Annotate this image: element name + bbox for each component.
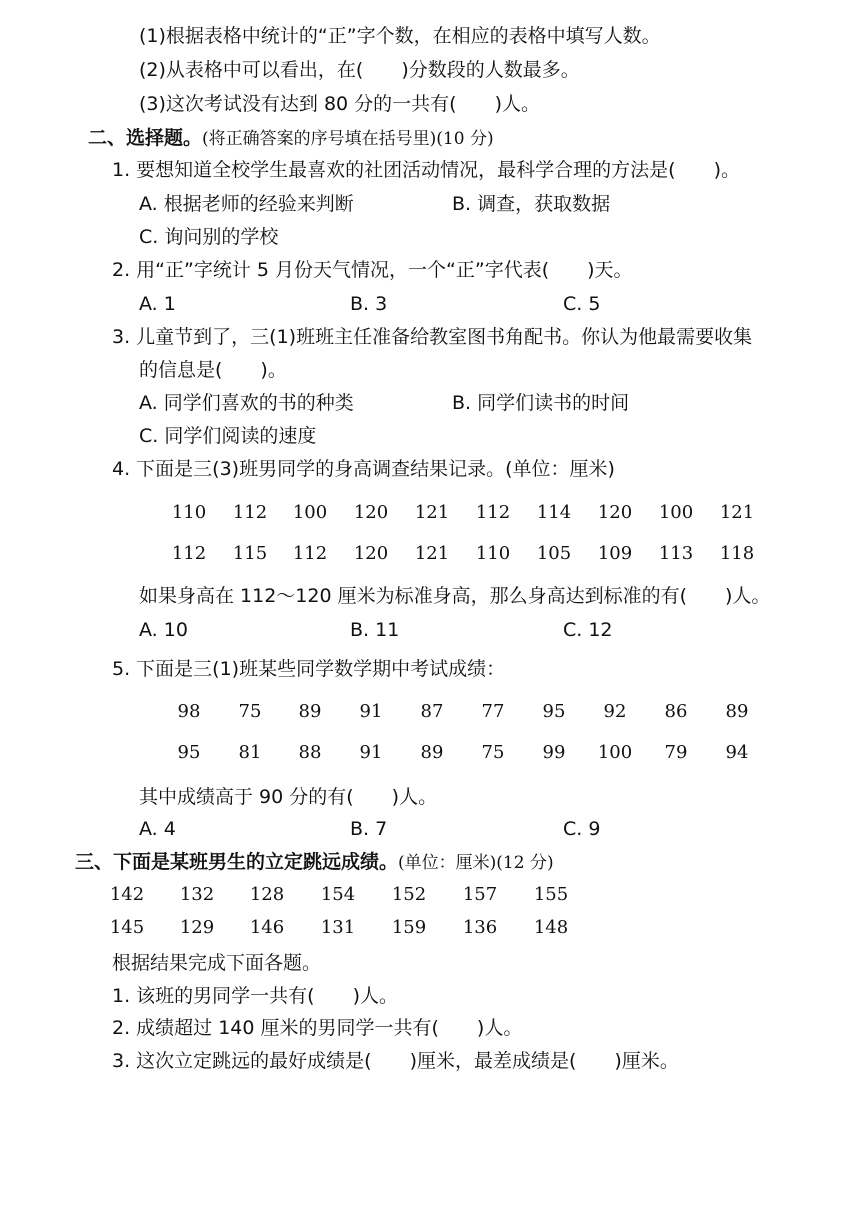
data-cell: 77 — [481, 701, 505, 722]
data-cell: 75 — [238, 701, 262, 722]
section2-title: 二、选择题。 — [88, 127, 203, 149]
q2-option-a: A. 1 — [139, 293, 176, 315]
data-cell: 99 — [542, 742, 566, 763]
data-cell: 113 — [658, 543, 694, 564]
q5-option-c: C. 9 — [563, 818, 601, 840]
data-cell: 94 — [725, 742, 749, 763]
data-cell: 79 — [664, 742, 688, 763]
data-cell: 152 — [391, 884, 427, 905]
data-cell: 81 — [238, 742, 262, 763]
section3-question-1: 1. 该班的男同学一共有( )人。 — [112, 985, 398, 1007]
data-cell: 136 — [462, 917, 498, 938]
part1-question-2: (2)从表格中可以看出，在( )分数段的人数最多。 — [139, 59, 580, 81]
q2-stem: 2. 用“正”字统计 5 月份天气情况，一个“正”字代表( )天。 — [112, 259, 633, 281]
data-cell: 95 — [542, 701, 566, 722]
q4-stem: 4. 下面是三(3)班男同学的身高调查结果记录。(单位：厘米) — [112, 458, 615, 480]
data-cell: 91 — [359, 701, 383, 722]
section3-question-3: 3. 这次立定跳远的最好成绩是( )厘米，最差成绩是( )厘米。 — [112, 1050, 679, 1072]
section2-heading — [88, 126, 494, 151]
data-cell: 98 — [177, 701, 201, 722]
q3-option-c: C. 同学们阅读的速度 — [139, 425, 317, 447]
q4-option-b: B. 11 — [350, 619, 400, 641]
data-cell: 112 — [232, 502, 268, 523]
data-cell: 100 — [597, 742, 633, 763]
q5-question: 其中成绩高于 90 分的有( )人。 — [139, 786, 438, 808]
q1-option-c: C. 询问别的学校 — [139, 226, 279, 248]
q5-option-a: A. 4 — [139, 818, 176, 840]
data-cell: 120 — [597, 502, 633, 523]
q5-stem: 5. 下面是三(1)班某些同学数学期中考试成绩： — [112, 658, 506, 680]
data-cell: 154 — [320, 884, 356, 905]
data-cell: 114 — [536, 502, 572, 523]
data-cell: 110 — [171, 502, 207, 523]
q3-stem-line1: 3. 儿童节到了，三(1)班班主任准备给教室图书角配书。你认为他最需要收集 — [112, 326, 753, 348]
data-cell: 157 — [462, 884, 498, 905]
data-cell: 105 — [536, 543, 572, 564]
data-cell: 159 — [391, 917, 427, 938]
q1-stem: 1. 要想知道全校学生最喜欢的社团活动情况，最科学合理的方法是( )。 — [112, 159, 740, 181]
data-cell: 155 — [533, 884, 569, 905]
data-cell: 145 — [109, 917, 145, 938]
q4-option-c: C. 12 — [563, 619, 613, 641]
section3-note: (单位：厘米)(12 分) — [398, 853, 554, 873]
q3-option-b: B. 同学们读书的时间 — [452, 392, 630, 414]
data-cell: 121 — [414, 502, 450, 523]
data-cell: 100 — [658, 502, 694, 523]
data-cell: 120 — [353, 502, 389, 523]
data-cell: 100 — [292, 502, 328, 523]
section2-note: (将正确答案的序号填在括号里)(10 分) — [202, 129, 494, 149]
data-cell: 118 — [719, 543, 755, 564]
data-cell: 89 — [420, 742, 444, 763]
data-cell: 121 — [414, 543, 450, 564]
data-cell: 128 — [249, 884, 285, 905]
part1-question-1: (1)根据表格中统计的“正”字个数，在相应的表格中填写人数。 — [139, 25, 661, 47]
data-cell: 95 — [177, 742, 201, 763]
data-cell: 131 — [320, 917, 356, 938]
data-cell: 109 — [597, 543, 633, 564]
section3-intro: 根据结果完成下面各题。 — [112, 952, 322, 974]
q1-option-a: A. 根据老师的经验来判断 — [139, 193, 354, 215]
data-cell: 92 — [603, 701, 627, 722]
data-cell: 142 — [109, 884, 145, 905]
q4-option-a: A. 10 — [139, 619, 188, 641]
data-cell: 87 — [420, 701, 444, 722]
q2-option-b: B. 3 — [350, 293, 388, 315]
q5-option-b: B. 7 — [350, 818, 388, 840]
data-cell: 112 — [292, 543, 328, 564]
data-cell: 110 — [475, 543, 511, 564]
q3-stem-line2: 的信息是( )。 — [139, 359, 287, 381]
data-cell: 121 — [719, 502, 755, 523]
q1-option-b: B. 调查，获取数据 — [452, 193, 611, 215]
data-cell: 86 — [664, 701, 688, 722]
q4-question: 如果身高在 112～120 厘米为标准身高，那么身高达到标准的有( )人。 — [139, 585, 771, 607]
data-cell: 120 — [353, 543, 389, 564]
section3-heading — [75, 850, 554, 875]
data-cell: 115 — [232, 543, 268, 564]
q2-option-c: C. 5 — [563, 293, 601, 315]
data-cell: 129 — [179, 917, 215, 938]
data-cell: 112 — [171, 543, 207, 564]
q3-option-a: A. 同学们喜欢的书的种类 — [139, 392, 354, 414]
data-cell: 91 — [359, 742, 383, 763]
data-cell: 88 — [298, 742, 322, 763]
part1-question-3: (3)这次考试没有达到 80 分的一共有( )人。 — [139, 93, 540, 115]
data-cell: 112 — [475, 502, 511, 523]
data-cell: 89 — [298, 701, 322, 722]
data-cell: 132 — [179, 884, 215, 905]
data-cell: 146 — [249, 917, 285, 938]
data-cell: 89 — [725, 701, 749, 722]
data-cell: 148 — [533, 917, 569, 938]
section3-title: 三、下面是某班男生的立定跳远成绩。 — [75, 851, 399, 873]
section3-question-2: 2. 成绩超过 140 厘米的男同学一共有( )人。 — [112, 1017, 523, 1039]
data-cell: 75 — [481, 742, 505, 763]
